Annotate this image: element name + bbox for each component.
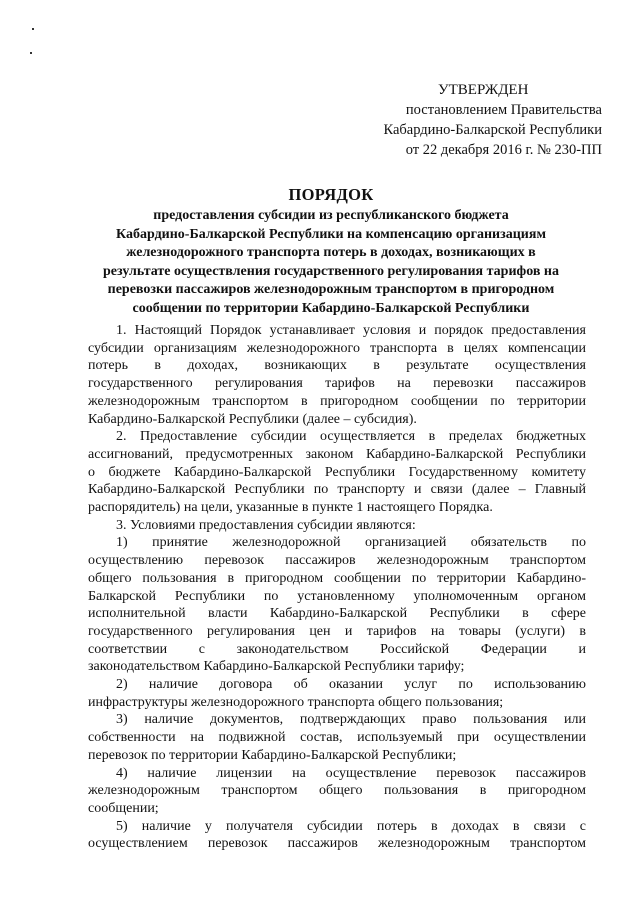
approval-line: постановлением Правительства <box>405 102 602 118</box>
text-line: 1) принятие железнодорожной организацией обязательств по <box>116 535 586 551</box>
text-line: ассигнований, предусмотренных законом Кабардино-Балкарской Республики <box>88 446 586 462</box>
paragraph-2 <box>88 428 586 517</box>
title-line: перевозки пассажиров железнодорожным транспортом в пригородном <box>107 282 555 297</box>
approval-line: Кабардино-Балкарской Республики <box>383 122 602 138</box>
text-line: 5) наличие у получателя субсидии потерь в доходах в связи с <box>116 818 586 834</box>
title-line: предоставления субсидии из республиканского бюджета <box>153 208 509 223</box>
text-line: собственности на подвижной состав, используемый при осуществлении <box>88 730 586 746</box>
text-line: субсидии организациям железнодорожного транспорта в целях компенсации <box>88 340 586 356</box>
scan-dot <box>30 52 32 54</box>
text-line: инфраструктуры железнодорожного транспорта общего пользования; <box>88 694 504 710</box>
text-line: перевозок по территории Кабардино-Балкарской Республики; <box>88 747 457 763</box>
approval-stamp <box>362 80 602 160</box>
text-line: соответствии с законодательством Российской Федерации и <box>88 641 586 657</box>
condition-4 <box>88 765 586 818</box>
text-line: железнодорожным транспортом в пригородном сообщении по территории <box>88 393 586 409</box>
condition-2 <box>88 676 586 711</box>
condition-3 <box>88 711 586 764</box>
title-line: сообщении по территории Кабардино-Балкарской Республики <box>132 300 530 316</box>
approval-line: от 22 декабря 2016 г. № 230-ПП <box>405 142 602 158</box>
document-title <box>78 183 584 318</box>
condition-5 <box>88 818 586 853</box>
text-line: исполнительной власти Кабардино-Балкарской Республики в сфере <box>88 606 586 622</box>
condition-1 <box>88 534 586 676</box>
text-line: о бюджете Кабардино-Балкарской Республики Государственному комитету <box>88 464 586 480</box>
text-line: Кабардино-Балкарской Республики (далее – субсидия). <box>88 411 417 427</box>
text-line: государственного регулирования тарифов на перевозки пассажиров <box>88 376 586 392</box>
text-line: общего пользования в пригородном сообщении по территории Кабардино- <box>88 570 586 586</box>
text-line: 4) наличие лицензии на осуществление перевозок пассажиров <box>116 765 586 781</box>
title-heading: ПОРЯДОК <box>288 185 374 204</box>
text-line: потерь в доходах, возникающих в результате осуществления <box>88 358 586 374</box>
scan-dot <box>32 28 34 30</box>
text-line: железнодорожным транспортом общего пользования в пригородном <box>88 783 586 799</box>
text-line: сообщении; <box>88 800 159 816</box>
title-line: результате осуществления государственного регулирования тарифов на <box>103 263 559 279</box>
title-line: Кабардино-Балкарской Республики на компенсацию организациям <box>116 226 546 242</box>
text-line: осуществлением перевозок пассажиров железнодорожным транспортом <box>88 836 586 852</box>
text-line: 2) наличие договора об оказании услуг по использованию <box>116 677 586 693</box>
approval-heading: УТВЕРЖДЕН <box>438 82 529 98</box>
document-body <box>88 322 586 853</box>
text-line: Балкарской Республики по установленному уполномоченным органом <box>88 588 586 604</box>
paragraph-3 <box>88 517 586 535</box>
text-line: осуществлению перевозок пассажиров железнодорожным транспортом <box>88 553 586 569</box>
text-line: 3) наличие документов, подтверждающих право пользования или <box>116 712 586 728</box>
title-line: железнодорожного транспорта потерь в доходах, возникающих в <box>126 245 536 260</box>
paragraph-1 <box>88 322 586 428</box>
text-line: Кабардино-Балкарской Республики по транспорту и связи (далее – Главный <box>88 482 586 498</box>
text-line: 1. Настоящий Порядок устанавливает условия и порядок предоставления <box>116 323 586 338</box>
text-line: 2. Предоставление субсидии осуществляется в пределах бюджетных <box>116 429 586 445</box>
text-line: законодательством Кабардино-Балкарской Республики тарифу; <box>88 659 465 675</box>
text-line: государственного регулирования цен и тарифов на товары (услуги) в <box>88 623 586 639</box>
text-line: распорядитель) на цели, указанные в пункте 1 настоящего Порядка. <box>88 500 493 516</box>
text-line: 3. Условиями предоставления субсидии являются: <box>116 517 416 533</box>
